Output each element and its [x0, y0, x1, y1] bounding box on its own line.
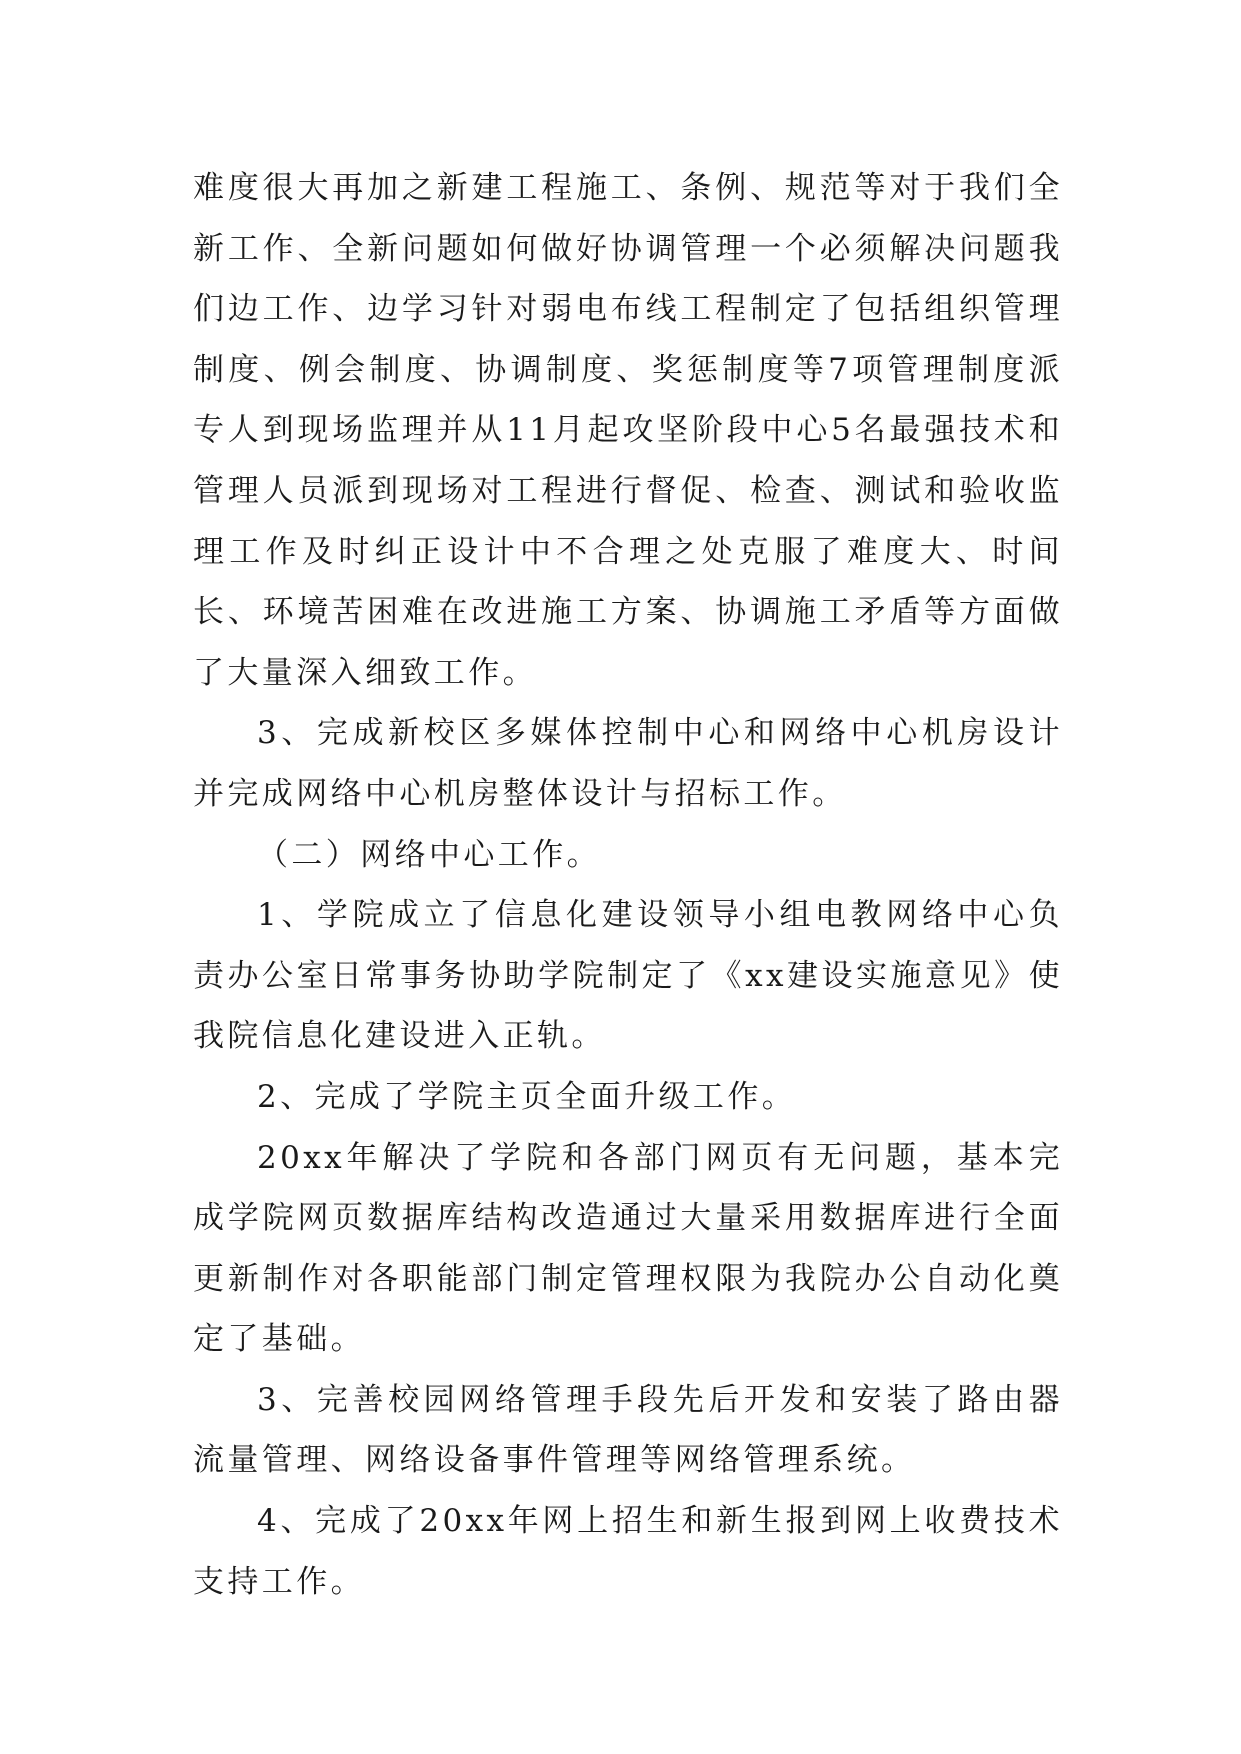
- paragraph-item-1-leadership: 1、学院成立了信息化建设领导小组电教网络中心负责办公室日常事务协助学院制定了《xx建设实施意见》使我院信息化建设进入正轨。: [193, 897, 1063, 1055]
- paragraph-item-4-enrollment: 4、完成了20xx年网上招生和新生报到网上收费技术支持工作。: [193, 1503, 1063, 1600]
- paragraph-continuation: 难度很大再加之新建工程施工、条例、规范等对于我们全新工作、全新问题如何做好协调管理一个必须解决问题我们边工作、边学习针对弱电布线工程制定了包括组织管理制度、例会制度、协调制度、奖惩制度等7项管理制度派专人到现场监理并从11月起攻坚阶段中心5名最强技术和管理人员派到现场对工程进行督促、检查、测试和验收监理工作及时纠正设计中不合理之处克服了难度大、时间长、环境苦困难在改进施工方案、协调施工矛盾等方面做了大量深入细致工作。: [193, 170, 1063, 691]
- section-heading-network-center: （二）网络中心工作。: [257, 836, 601, 873]
- paragraph-webpage-database: 20xx年解决了学院和各部门网页有无问题，基本完成学院网页数据库结构改造通过大量采用数据库进行全面更新制作对各职能部门制定管理权限为我院办公自动化奠定了基础。: [193, 1139, 1063, 1358]
- paragraph-item-2-homepage: 2、完成了学院主页全面升级工作。: [257, 1078, 797, 1115]
- paragraph-item-3-multimedia: 3、完成新校区多媒体控制中心和网络中心机房设计并完成网络中心机房整体设计与招标工作。: [193, 715, 1063, 812]
- paragraph-item-3-network-management: 3、完善校园网络管理手段先后开发和安装了路由器流量管理、网络设备事件管理等网络管理系统。: [193, 1381, 1063, 1479]
- document-body: [193, 158, 1063, 1612]
